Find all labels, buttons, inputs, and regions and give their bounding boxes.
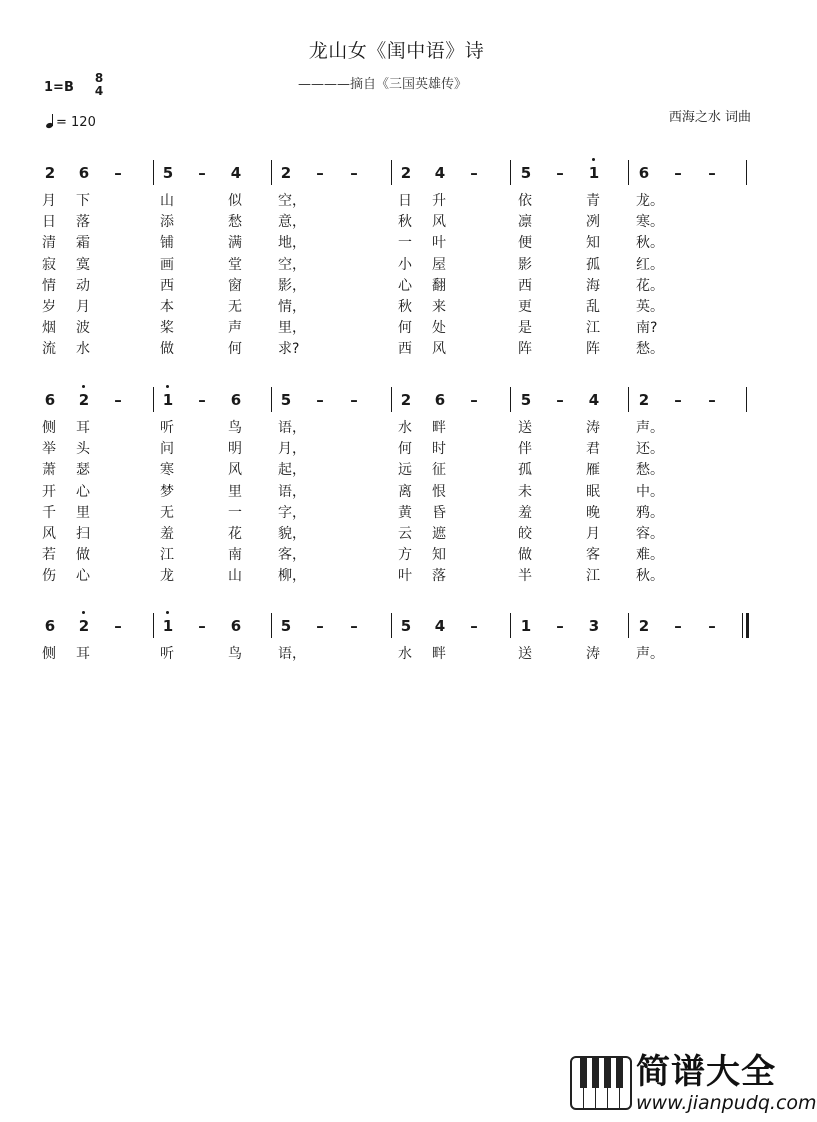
high-octave-dot	[82, 385, 85, 388]
lyric-syllable: 秋	[398, 214, 412, 231]
lyric-syllable: 是	[518, 320, 532, 337]
lyric-syllable: 寒	[160, 462, 174, 479]
bar-line	[153, 613, 154, 638]
lyric-syllable: 风	[42, 526, 56, 542]
lyric-syllable: 若	[42, 547, 56, 564]
piano-black-key	[616, 1058, 623, 1088]
time-signature-top: 8	[94, 71, 104, 85]
lyric-syllable: 秋。	[636, 568, 664, 585]
extension-dash: –	[198, 164, 206, 182]
lyric-syllable: 屋	[432, 256, 446, 273]
bar-line	[271, 613, 272, 638]
lyric-syllable: 堂	[228, 256, 242, 273]
site-logo	[570, 1052, 817, 1116]
lyric-syllable: 月，	[278, 441, 306, 458]
note: 5	[520, 164, 532, 182]
extension-dash: –	[556, 617, 564, 635]
note: 2	[400, 391, 412, 409]
page-title: 龙山女《闺中语》诗	[308, 40, 485, 62]
bar-line	[628, 613, 629, 638]
lyric-syllable: 南	[228, 547, 242, 564]
lyric-syllable: 明	[228, 441, 242, 458]
note: 2	[74, 391, 94, 409]
note: 5	[280, 391, 292, 409]
logo-text: 简谱大全	[636, 1052, 776, 1092]
note: 2	[400, 164, 412, 182]
note: 6	[44, 391, 56, 409]
lyric-syllable: 做	[76, 547, 90, 564]
piano-black-key	[580, 1058, 587, 1088]
lyric-syllable: 月	[76, 299, 90, 315]
lyric-syllable: 海	[586, 277, 600, 294]
lyric-syllable: 无	[160, 504, 174, 521]
note: 5	[520, 391, 532, 409]
lyric-syllable: 晚	[586, 504, 600, 521]
lyric-syllable: 山	[160, 193, 174, 209]
lyric-syllable: 语，	[278, 646, 306, 662]
note: 2	[280, 164, 292, 182]
extension-dash: –	[470, 164, 478, 182]
lyric-syllable: 字，	[278, 504, 306, 521]
lyric-syllable: 时	[432, 441, 446, 458]
extension-dash: –	[708, 164, 716, 182]
lyric-syllable: 秋	[398, 299, 412, 315]
lyric-syllable: 起，	[278, 462, 306, 479]
final-bar-line	[746, 613, 749, 638]
lyric-syllable: 涛	[586, 420, 600, 436]
lyric-syllable: 更	[518, 299, 532, 315]
note: 1	[584, 164, 604, 182]
lyric-syllable: 里，	[278, 320, 306, 337]
lyric-syllable: 恨	[432, 483, 446, 500]
note: 4	[230, 164, 242, 182]
lyric-syllable: 柳，	[278, 568, 306, 585]
lyric-syllable: 畔	[432, 420, 446, 436]
lyric-syllable: 耳	[76, 420, 90, 436]
lyric-syllable: 离	[398, 483, 412, 500]
lyric-syllable: 客，	[278, 547, 306, 564]
high-octave-dot	[166, 385, 169, 388]
extension-dash: –	[674, 164, 682, 182]
bar-line	[271, 160, 272, 185]
lyric-syllable: 侧	[42, 420, 56, 436]
lyric-syllable: 月	[42, 193, 56, 209]
extension-dash: –	[316, 617, 324, 635]
lyric-syllable: 冽	[586, 214, 600, 231]
lyric-syllable: 皎	[518, 526, 532, 542]
lyric-syllable: 花	[228, 526, 242, 542]
lyric-syllable: 水	[76, 341, 90, 358]
lyric-syllable: 南?	[636, 320, 658, 337]
lyric-syllable: 伤	[42, 568, 56, 585]
lyric-syllable: 无	[228, 299, 242, 315]
bar-line	[746, 160, 747, 185]
note: 5	[162, 164, 174, 182]
note: 4	[434, 164, 446, 182]
bar-line	[391, 613, 392, 638]
lyric-syllable: 未	[518, 483, 532, 500]
lyric-syllable: 西	[398, 341, 412, 358]
tempo-marking	[46, 114, 96, 130]
lyric-syllable: 声。	[636, 420, 664, 436]
lyric-syllable: 瑟	[76, 462, 90, 479]
note: 6	[434, 391, 446, 409]
lyric-syllable: 愁。	[636, 341, 664, 358]
lyric-syllable: 语，	[278, 420, 306, 436]
bar-line	[271, 387, 272, 412]
lyric-syllable: 江	[586, 568, 600, 585]
lyric-syllable: 青	[586, 193, 600, 209]
extension-dash: –	[708, 391, 716, 409]
note: 2	[638, 391, 650, 409]
lyric-syllable: 秋。	[636, 235, 664, 252]
lyric-syllable: 鸟	[228, 420, 242, 436]
lyric-syllable: 扫	[76, 526, 90, 542]
lyric-syllable: 鸟	[228, 646, 242, 662]
lyric-syllable: 花。	[636, 277, 664, 294]
lyric-syllable: 方	[398, 547, 412, 564]
lyric-syllable: 声。	[636, 646, 664, 662]
lyric-syllable: 头	[76, 441, 90, 458]
lyric-syllable: 送	[518, 646, 532, 662]
lyric-syllable: 听	[160, 646, 174, 662]
lyric-syllable: 君	[586, 441, 600, 458]
lyric-syllable: 窗	[228, 277, 242, 294]
lyric-syllable: 依	[518, 193, 532, 209]
lyric-syllable: 愁。	[636, 462, 664, 479]
lyric-syllable: 日	[398, 193, 412, 209]
note: 1	[158, 617, 178, 635]
piano-black-key	[592, 1058, 599, 1088]
lyric-syllable: 中。	[636, 483, 664, 500]
note: 2	[44, 164, 56, 182]
lyric-syllable: 孤	[586, 256, 600, 273]
lyric-syllable: 远	[398, 462, 412, 479]
lyric-syllable: 声	[228, 320, 242, 337]
extension-dash: –	[674, 617, 682, 635]
lyric-syllable: 烟	[42, 320, 56, 337]
lyric-syllable: 乱	[586, 299, 600, 315]
lyric-syllable: 空，	[278, 193, 306, 209]
lyric-syllable: 霜	[76, 235, 90, 252]
lyric-syllable: 愁	[228, 214, 242, 231]
extension-dash: –	[674, 391, 682, 409]
lyric-syllable: 叶	[398, 568, 412, 585]
extension-dash: –	[316, 391, 324, 409]
lyric-syllable: 语，	[278, 483, 306, 500]
lyric-syllable: 水	[398, 420, 412, 436]
lyric-syllable: 情，	[278, 299, 306, 315]
lyric-syllable: 萧	[42, 462, 56, 479]
lyric-syllable: 叶	[432, 235, 446, 252]
note: 4	[588, 391, 600, 409]
bar-line	[153, 387, 154, 412]
lyric-syllable: 风	[228, 462, 242, 479]
lyric-syllable: 风	[432, 214, 446, 231]
lyric-syllable: 清	[42, 235, 56, 252]
lyric-syllable: 昏	[432, 504, 446, 521]
lyric-syllable: 眠	[586, 483, 600, 500]
lyric-syllable: 求?	[278, 341, 300, 358]
extension-dash: –	[316, 164, 324, 182]
lyric-syllable: 寞	[76, 256, 90, 273]
bar-line	[153, 160, 154, 185]
note: 2	[74, 617, 94, 635]
extension-dash: –	[198, 617, 206, 635]
lyric-syllable: 水	[398, 646, 412, 662]
lyric-syllable: 半	[518, 568, 532, 585]
quarter-note-icon	[46, 114, 56, 128]
lyric-syllable: 情	[42, 277, 56, 294]
lyric-syllable: 落	[432, 568, 446, 585]
lyric-syllable: 来	[432, 299, 446, 315]
lyric-syllable: 做	[518, 547, 532, 564]
lyric-syllable: 知	[586, 235, 600, 252]
bar-line	[742, 613, 743, 638]
lyric-syllable: 雁	[586, 462, 600, 479]
lyric-syllable: 羞	[518, 504, 532, 521]
lyric-syllable: 鸦。	[636, 504, 664, 521]
extension-dash: –	[114, 617, 122, 635]
lyric-syllable: 凛	[518, 214, 532, 231]
lyric-syllable: 何	[228, 341, 242, 358]
lyric-syllable: 伴	[518, 441, 532, 458]
extension-dash: –	[350, 164, 358, 182]
note: 6	[230, 617, 242, 635]
lyric-syllable: 何	[398, 320, 412, 337]
piano-keys-icon	[570, 1056, 632, 1110]
lyric-syllable: 黄	[398, 504, 412, 521]
note: 6	[638, 164, 650, 182]
lyric-syllable: 送	[518, 420, 532, 436]
bar-line	[391, 387, 392, 412]
lyric-syllable: 里	[76, 504, 90, 521]
lyric-syllable: 空，	[278, 256, 306, 273]
lyric-syllable: 羞	[160, 526, 174, 542]
lyric-syllable: 容。	[636, 526, 664, 542]
extension-dash: –	[350, 391, 358, 409]
lyric-syllable: 影，	[278, 277, 306, 294]
logo-url: www.jianpudq.com	[636, 1092, 817, 1114]
lyric-syllable: 问	[160, 441, 174, 458]
lyric-syllable: 英。	[636, 299, 664, 315]
composer-credit: 西海之水 词曲	[668, 110, 751, 125]
lyric-syllable: 添	[160, 214, 174, 231]
extension-dash: –	[114, 391, 122, 409]
lyric-syllable: 还。	[636, 441, 664, 458]
lyric-syllable: 本	[160, 299, 174, 315]
bar-line	[510, 160, 511, 185]
lyric-syllable: 何	[398, 441, 412, 458]
lyric-syllable: 江	[160, 547, 174, 564]
lyric-syllable: 心	[76, 483, 90, 500]
note: 6	[78, 164, 90, 182]
bar-line	[628, 160, 629, 185]
note: 3	[588, 617, 600, 635]
lyric-syllable: 处	[432, 320, 446, 337]
extension-dash: –	[556, 391, 564, 409]
note: 1	[520, 617, 532, 635]
lyric-syllable: 动	[76, 277, 90, 294]
bar-line	[628, 387, 629, 412]
tempo-value: = 120	[56, 115, 96, 130]
lyric-syllable: 月	[586, 526, 600, 542]
extension-dash: –	[556, 164, 564, 182]
lyric-syllable: 小	[398, 256, 412, 273]
lyric-syllable: 千	[42, 504, 56, 521]
page-subtitle: ————摘自《三国英雄传》	[298, 77, 468, 92]
extension-dash: –	[114, 164, 122, 182]
lyric-syllable: 铺	[160, 235, 174, 252]
lyric-syllable: 寒。	[636, 214, 664, 231]
lyric-syllable: 里	[228, 483, 242, 500]
lyric-syllable: 阵	[586, 341, 600, 358]
lyric-syllable: 红。	[636, 256, 664, 273]
key-signature: 1=B	[44, 80, 74, 95]
lyric-syllable: 西	[518, 277, 532, 294]
bar-line	[510, 387, 511, 412]
lyric-syllable: 梦	[160, 483, 174, 500]
lyric-syllable: 寂	[42, 256, 56, 273]
bar-line	[391, 160, 392, 185]
extension-dash: –	[350, 617, 358, 635]
lyric-syllable: 流	[42, 341, 56, 358]
lyric-syllable: 征	[432, 462, 446, 479]
lyric-syllable: 知	[432, 547, 446, 564]
lyric-syllable: 侧	[42, 646, 56, 662]
note: 6	[230, 391, 242, 409]
lyric-syllable: 下	[76, 193, 90, 209]
lyric-syllable: 落	[76, 214, 90, 231]
note: 4	[434, 617, 446, 635]
note: 5	[280, 617, 292, 635]
lyric-syllable: 岁	[42, 299, 56, 315]
lyric-syllable: 桨	[160, 320, 174, 337]
lyric-syllable: 江	[586, 320, 600, 337]
extension-dash: –	[198, 391, 206, 409]
lyric-syllable: 便	[518, 235, 532, 252]
lyric-syllable: 遮	[432, 526, 446, 542]
lyric-syllable: 举	[42, 441, 56, 458]
lyric-syllable: 升	[432, 193, 446, 209]
lyric-syllable: 日	[42, 214, 56, 231]
lyric-syllable: 风	[432, 341, 446, 358]
lyric-syllable: 地，	[278, 235, 306, 252]
lyric-syllable: 影	[518, 256, 532, 273]
extension-dash: –	[470, 617, 478, 635]
time-signature-bottom: 4	[94, 84, 104, 98]
high-octave-dot	[592, 158, 595, 161]
lyric-syllable: 心	[398, 277, 412, 294]
lyric-syllable: 西	[160, 277, 174, 294]
lyric-syllable: 貌，	[278, 526, 306, 542]
extension-dash: –	[708, 617, 716, 635]
bar-line	[746, 387, 747, 412]
lyric-syllable: 龙	[160, 568, 174, 585]
lyric-syllable: 做	[160, 341, 174, 358]
high-octave-dot	[82, 611, 85, 614]
lyric-syllable: 波	[76, 320, 90, 337]
lyric-syllable: 听	[160, 420, 174, 436]
time-signature	[92, 72, 106, 98]
lyric-syllable: 山	[228, 568, 242, 585]
piano-black-key	[604, 1058, 611, 1088]
note: 2	[638, 617, 650, 635]
lyric-syllable: 一	[228, 504, 242, 521]
lyric-syllable: 涛	[586, 646, 600, 662]
high-octave-dot	[166, 611, 169, 614]
lyric-syllable: 客	[586, 547, 600, 564]
lyric-syllable: 畔	[432, 646, 446, 662]
lyric-syllable: 开	[42, 483, 56, 500]
lyric-syllable: 孤	[518, 462, 532, 479]
note: 1	[158, 391, 178, 409]
note: 5	[400, 617, 412, 635]
lyric-syllable: 翻	[432, 277, 446, 294]
lyric-syllable: 云	[398, 526, 412, 542]
lyric-syllable: 似	[228, 193, 242, 209]
extension-dash: –	[470, 391, 478, 409]
lyric-syllable: 龙。	[636, 193, 664, 209]
lyric-syllable: 满	[228, 235, 242, 252]
note: 6	[44, 617, 56, 635]
lyric-syllable: 心	[76, 568, 90, 585]
lyric-syllable: 耳	[76, 646, 90, 662]
lyric-syllable: 阵	[518, 341, 532, 358]
bar-line	[510, 613, 511, 638]
lyric-syllable: 画	[160, 256, 174, 273]
lyric-syllable: 一	[398, 235, 412, 252]
lyric-syllable: 意，	[278, 214, 306, 231]
lyric-syllable: 难。	[636, 547, 664, 564]
